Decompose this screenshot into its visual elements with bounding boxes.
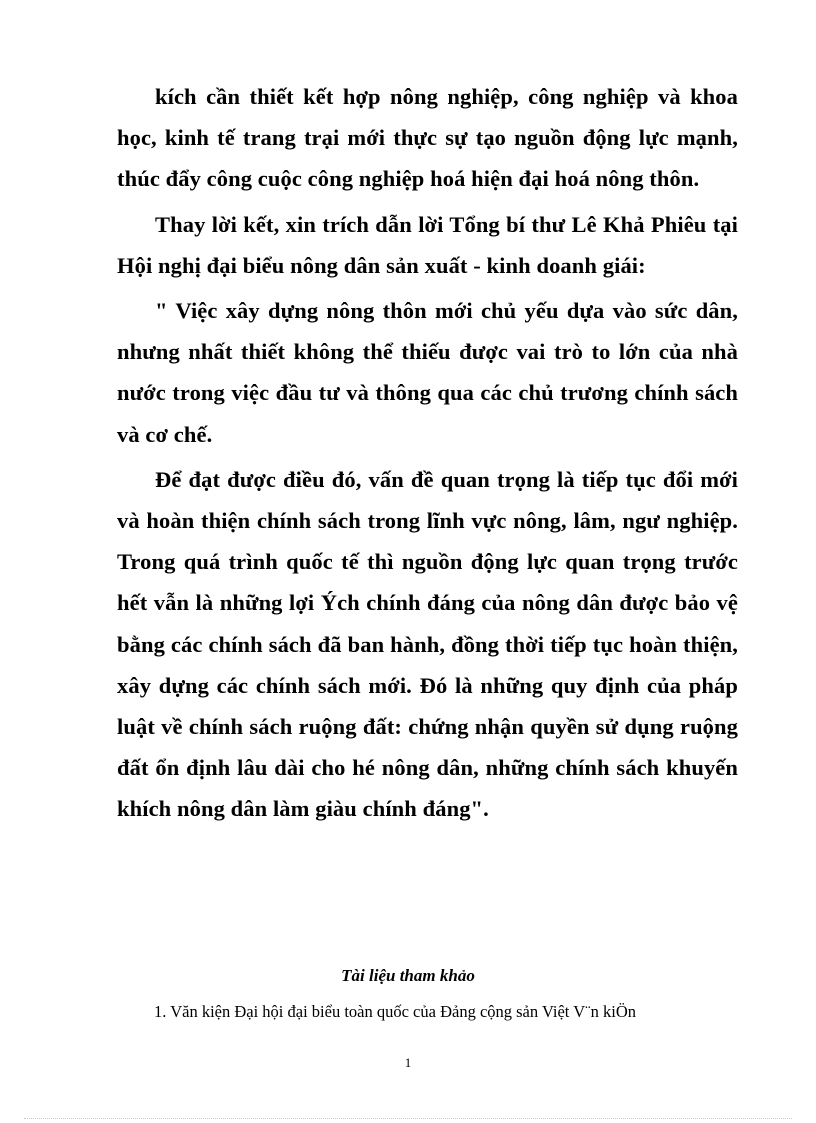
paragraph-closing-remark: Thay lời kết, xin trích dẫn lời Tổng bí thư Lê Khả Phiêu tại Hội nghị đại biểu nông dân sản xuất - kinh doanh giái:: [117, 211, 738, 278]
paragraph-quote-start: " Việc xây dựng nông thôn mới chủ yếu dựa vào sức dân, nhưng nhất thiết không thể thiếu được vai trò to lớn của nhà nước trong việc đầu tư và thông qua các chủ trương chính sách và cơ chế.: [117, 298, 738, 447]
paragraph-quote-end: Để đạt được điều đó, vấn đề quan trọng là tiếp tục đổi mới và hoàn thiện chính sách trong lĩnh vực nông, lâm, ngư nghiệp. Trong quá trình quốc tế thì nguồn động lực quan trọng trước hết vẫn là những lợi Ých chính đáng của nông dân được bảo vệ bằng các chính sách đã ban hành, đồng thời tiếp tục hoàn thiện, xây dựng các chính sách mới. Đó là những quy định của pháp luật về chính sách ruộng đất: chứng nhận quyền sử dụng ruộng đất ổn định lâu dài cho hé nông dân, những chính sách khuyến khích nông dân làm giàu chính đáng".: [117, 466, 738, 822]
references-title: Tài liệu tham khảo: [341, 966, 475, 985]
body-text: [117, 76, 738, 830]
page-number: 1: [404, 1055, 412, 1070]
reference-item: 1. Văn kiện Đại hội đại biểu toàn quốc của Đảng cộng sản Việt V¨n kiÖn: [154, 1002, 636, 1021]
page-footer-divider: [24, 1118, 792, 1119]
paragraph-continuation: kích cần thiết kết hợp nông nghiệp, công nghiệp và khoa học, kinh tế trang trại mới thực sự tạo nguồn động lực mạnh, thúc đẩy công cuộc công nghiệp hoá hiện đại hoá nông thôn.: [117, 84, 738, 192]
